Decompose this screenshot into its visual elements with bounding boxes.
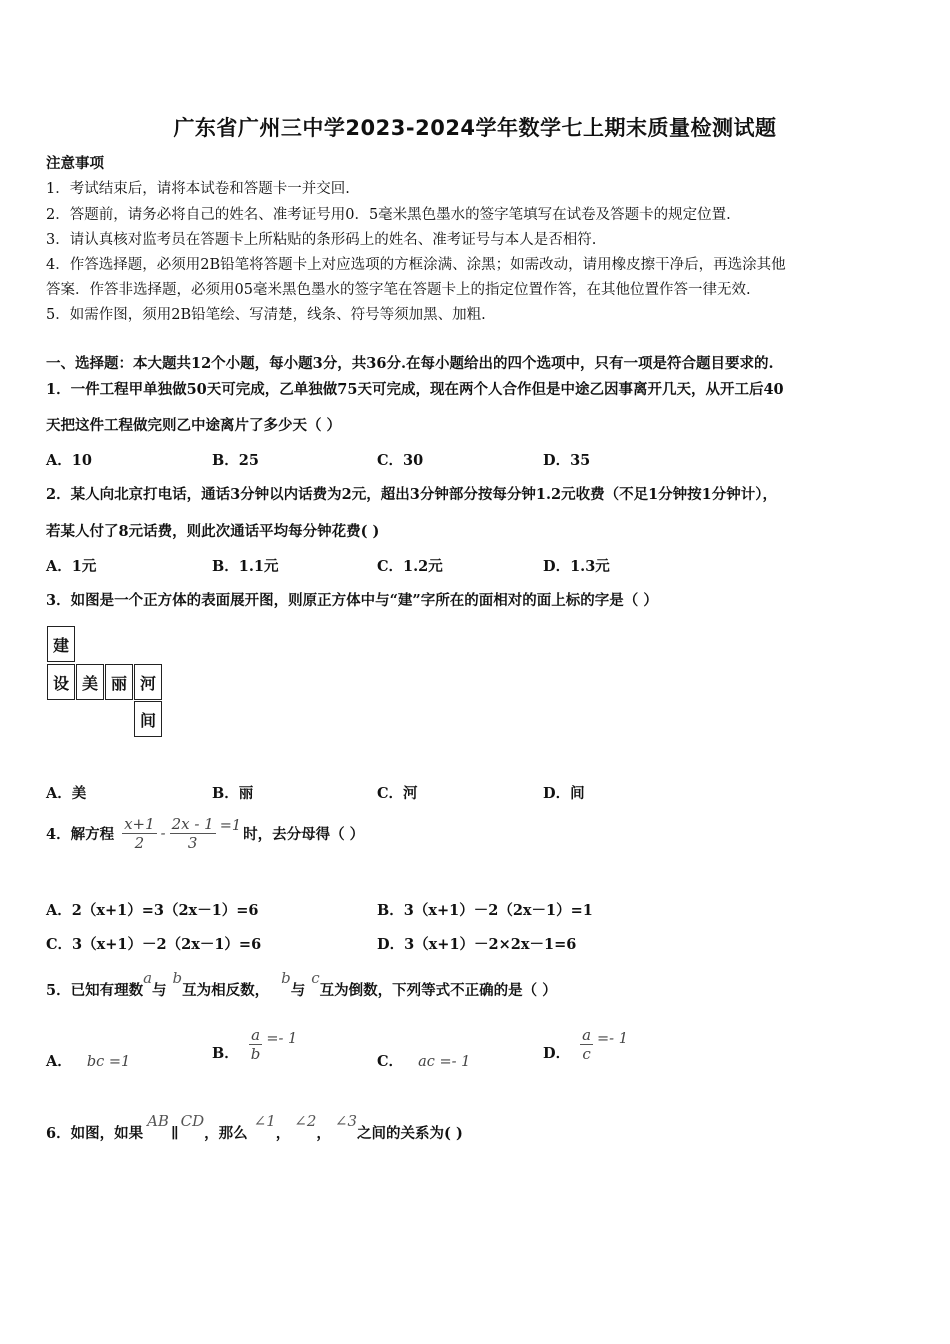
q5-text-part: 5．已知有理数 <box>46 982 144 999</box>
q6-text-part: ，那么 <box>204 1125 248 1142</box>
q6-text-part: ， <box>316 1125 331 1142</box>
q2-text-line1: 2．某人向北京打电话，通话3分钟以内话费为2元，超出3分钟部分按每分钟1.2元收费（不足1分钟按1分钟计）， <box>46 486 778 503</box>
option-expression: =- 1 <box>597 1030 628 1047</box>
notice-item: 5．如需作图，须用2B铅笔绘、写清楚，线条、符号等须加黑、加粗. <box>46 307 486 323</box>
segment-ab: AB <box>147 1112 169 1130</box>
q1-option-c: C．30 <box>377 452 424 469</box>
fraction-denominator: c <box>582 1045 591 1063</box>
q3-option-c: C．河 <box>377 785 418 802</box>
q2-option-a: A．1元 <box>46 558 97 575</box>
q3-option-a: A．美 <box>46 785 87 802</box>
q4-equals: =1 <box>219 817 242 834</box>
option-expression: =- 1 <box>266 1030 298 1047</box>
q3-option-b: B．丽 <box>212 785 254 802</box>
q5-option-c <box>377 1050 470 1071</box>
q4-prefix: 4．解方程 <box>46 826 115 843</box>
notice-heading: 注意事项 <box>46 155 104 172</box>
notice-item: 答案．作答非选择题，必须用05毫米黑色墨水的签字笔在答题卡上的指定位置作答，在其他位置作答一律无效. <box>46 282 751 298</box>
q4-minus: - <box>160 825 166 842</box>
notice-item: 1．考试结束后，请将本试卷和答题卡一并交回. <box>46 181 350 197</box>
notice-item: 3．请认真核对监考员在答题卡上所粘贴的条形码上的姓名、准考证号与本人是否相符. <box>46 232 597 248</box>
q4-frac1-numerator: x+1 <box>124 815 155 833</box>
net-cell: 设 <box>47 664 75 700</box>
q1-text-line2: 天把这件工程做完则乙中途离片了多少天（ ） <box>46 417 342 434</box>
section-heading: 一、选择题：本大题共12个小题，每小题3分，共36分.在每小题给出的四个选项中，只有一项是符合题目要求的. <box>46 355 774 372</box>
var-a: a <box>143 969 153 987</box>
option-label: D． <box>543 1045 571 1062</box>
q4-option-c: C．3（x+1）－2（2x－1）=6 <box>46 936 262 953</box>
q5-option-a <box>46 1050 130 1071</box>
q3-text: 3．如图是一个正方体的表面展开图，则原正方体中与“建”字所在的面相对的面上标的字是（ ） <box>46 592 658 609</box>
q1-option-a: A．10 <box>46 452 92 469</box>
q5-text-part: 与 <box>290 982 306 999</box>
option-fraction <box>580 1026 593 1063</box>
q4-option-a: A．2（x+1）=3（2x－1）=6 <box>46 902 259 919</box>
fraction-numerator: a <box>249 1026 263 1045</box>
q2-option-d: D．1.3元 <box>543 558 610 575</box>
q4-frac2-numerator: 2x - 1 <box>171 815 214 833</box>
parallel-symbol: ∥ <box>170 1125 179 1142</box>
angle-3: ∠3 <box>334 1112 358 1130</box>
angle-1: ∠1 <box>253 1112 276 1130</box>
q5-text-part: 互为倒数，下列等式不正确的是（ ） <box>319 982 557 999</box>
net-cell: 美 <box>76 664 104 700</box>
q1-text-line1: 1．一件工程甲单独做50天可完成，乙单独做75天可完成，现在两个人合作但是中途乙因事离开几天，从开工后40 <box>46 381 784 398</box>
q6-text-part: 6．如图，如果 <box>46 1125 144 1142</box>
segment-cd: CD <box>180 1112 205 1130</box>
q4-text <box>46 815 364 852</box>
q4-suffix: 时，去分母得（ ） <box>243 826 365 843</box>
net-cell: 河 <box>134 664 162 700</box>
notice-item: 2．答题前，请务必将自己的姓名、准考证号用0．5毫米黑色墨水的签字笔填写在试卷及答题卡的规定位置. <box>46 207 731 223</box>
q4-frac1-denominator: 2 <box>134 834 145 852</box>
q4-fraction-1 <box>122 815 157 852</box>
q4-option-b: B．3（x+1）－2（2x－1）=1 <box>377 902 593 919</box>
angle-2: ∠2 <box>294 1112 317 1130</box>
q2-option-c: C．1.2元 <box>377 558 443 575</box>
option-label: C． <box>377 1053 404 1070</box>
q4-fraction-2 <box>170 815 216 852</box>
fraction-denominator: b <box>250 1045 261 1063</box>
q2-option-b: B．1.1元 <box>212 558 279 575</box>
q3-option-d: D．间 <box>543 785 585 802</box>
q4-option-d: D．3（x+1）－2×2x－1=6 <box>377 936 577 953</box>
notice-item: 4．作答选择题，必须用2B铅笔将答题卡上对应选项的方框涂满、涂黑；如需改动，请用橡皮擦干净后，再选涂其他 <box>46 257 786 273</box>
q5-text-part: 互为相反数， <box>182 982 270 999</box>
net-cell-bottom: 间 <box>134 701 162 737</box>
q6-text-part: 之间的关系为( ) <box>357 1125 463 1142</box>
q5-text <box>46 969 557 1000</box>
page-title: 广东省广州三中学2023-2024学年数学七上期末质量检测试题 <box>173 116 777 140</box>
q4-frac2-denominator: 3 <box>187 834 198 852</box>
var-b: b <box>281 969 291 987</box>
option-label: B． <box>212 1045 239 1062</box>
q5-option-d <box>543 1026 628 1063</box>
option-fraction <box>249 1026 263 1063</box>
q5-text-part: 与 <box>152 982 167 999</box>
net-cell-top: 建 <box>47 626 75 662</box>
q1-option-d: D．35 <box>543 452 591 469</box>
var-b: b <box>172 969 183 987</box>
q2-text-line2: 若某人付了8元话费，则此次通话平均每分钟花费( ) <box>46 523 380 540</box>
q1-option-b: B．25 <box>212 452 259 469</box>
fraction-numerator: a <box>582 1026 592 1044</box>
net-cell: 丽 <box>105 664 133 700</box>
option-expression: ac =- 1 <box>418 1054 471 1070</box>
q6-text-part: ， <box>275 1125 291 1142</box>
var-c: c <box>311 969 320 987</box>
q6-text <box>46 1112 463 1143</box>
option-expression: bc =1 <box>86 1054 131 1070</box>
option-label: A． <box>46 1053 72 1070</box>
q5-option-b <box>212 1026 297 1063</box>
